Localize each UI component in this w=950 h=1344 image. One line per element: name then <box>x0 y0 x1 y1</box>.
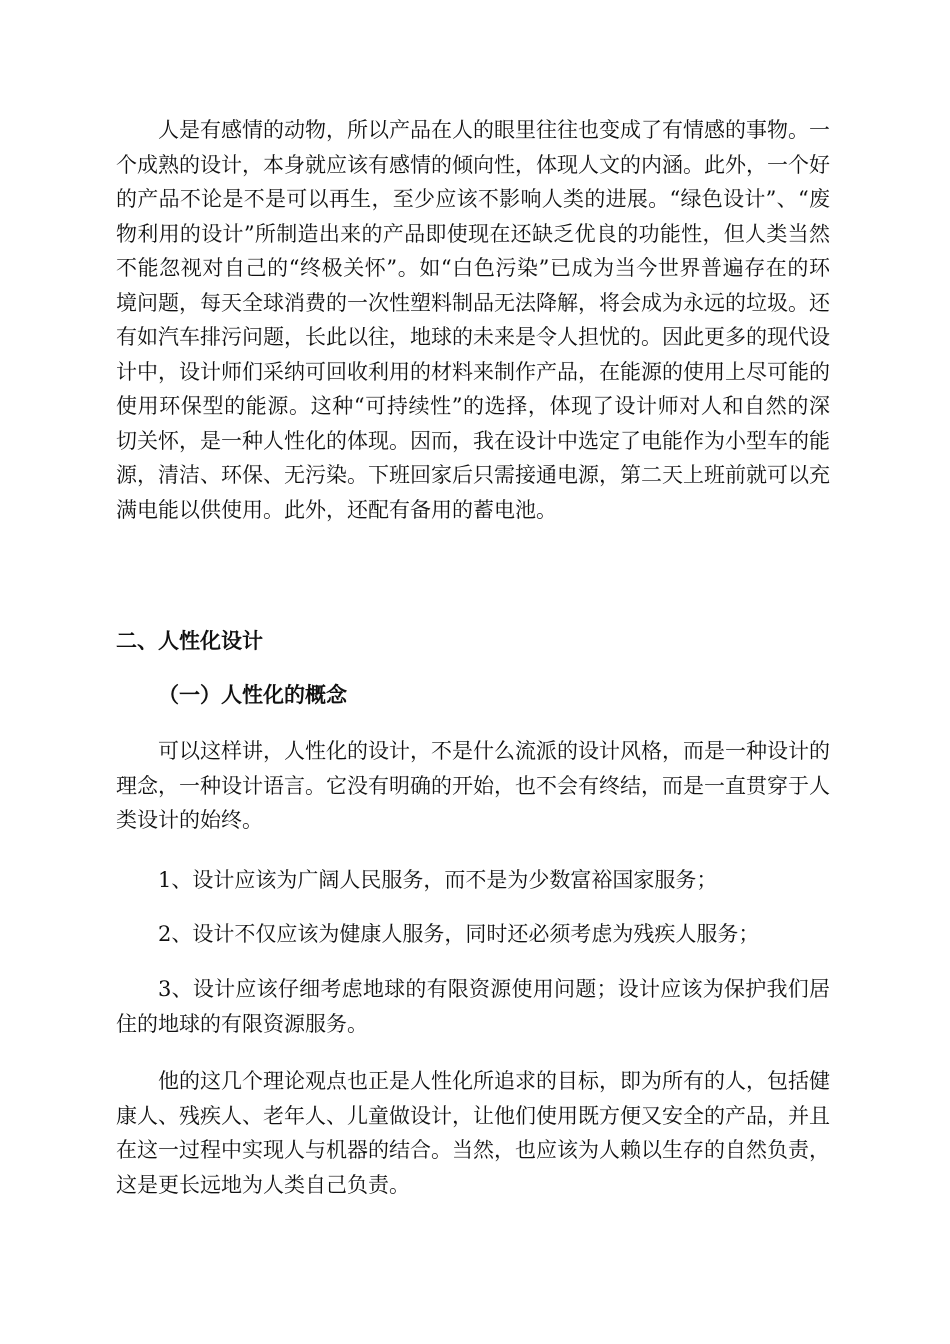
paragraph-concept: 可以这样讲，人性化的设计，不是什么流派的设计风格，而是一种设计的理念，一种设计语言。它没有明确的开始，也不会有终结，而是一直贯穿于人类设计的始终。 <box>116 739 830 832</box>
list-item-1: 1、设计应该为广阔人民服务，而不是为少数富裕国家服务； <box>158 868 718 892</box>
subsection-heading: （一）人性化的概念 <box>158 682 347 707</box>
paragraph-environment: 人是有感情的动物，所以产品在人的眼里往往也变成了有情感的事物。一个成熟的设计，本身就应该有感情的倾向性，体现人文的内涵。此外，一个好的产品不论是不是可以再生，至少应该不影响人类的进展。“绿色设计”、“废物利用的设计”所制造出来的产品即使现在还缺乏优良的功能性，但人类当然不能忽视对自己的“终极关怀”。如“白色污染”已成为当今世界普遍存在的环境问题，每天全球消费的一次性塑料制品无法降解，将会成为永远的垃圾。还有如汽车排污问题，长此以往，地球的未来是令人担忧的。因此更多的现代设计中，设计师们采纳可回收利用的材料来制作产品，在能源的使用上尽可能的使用环保型的能源。这种“可持续性”的选择，体现了设计师对人和自然的深切关怀，是一种人性化的体现。因而，我在设计中选定了电能作为小型车的能源，清洁、环保、无污染。下班回家后只需接通电源，第二天上班前就可以充满电能以供使用。此外，还配有备用的蓄电池。 <box>116 118 830 522</box>
list-item-2: 2、设计不仅应该为健康人服务，同时还必须考虑为残疾人服务； <box>158 922 760 946</box>
section-heading: 二、人性化设计 <box>116 629 263 653</box>
paragraph-goals: 他的这几个理论观点也正是人性化所追求的目标，即为所有的人，包括健康人、残疾人、老年人、儿童做设计，让他们使用既方便又安全的产品，并且在这一过程中实现人与机器的结合。当然，也应该为人赖以生存的自然负责，这是更长远地为人类自己负责。 <box>116 1069 830 1197</box>
list-item-3: 3、设计应该仔细考虑地球的有限资源使用问题；设计应该为保护我们居住的地球的有限资源服务。 <box>116 977 830 1036</box>
